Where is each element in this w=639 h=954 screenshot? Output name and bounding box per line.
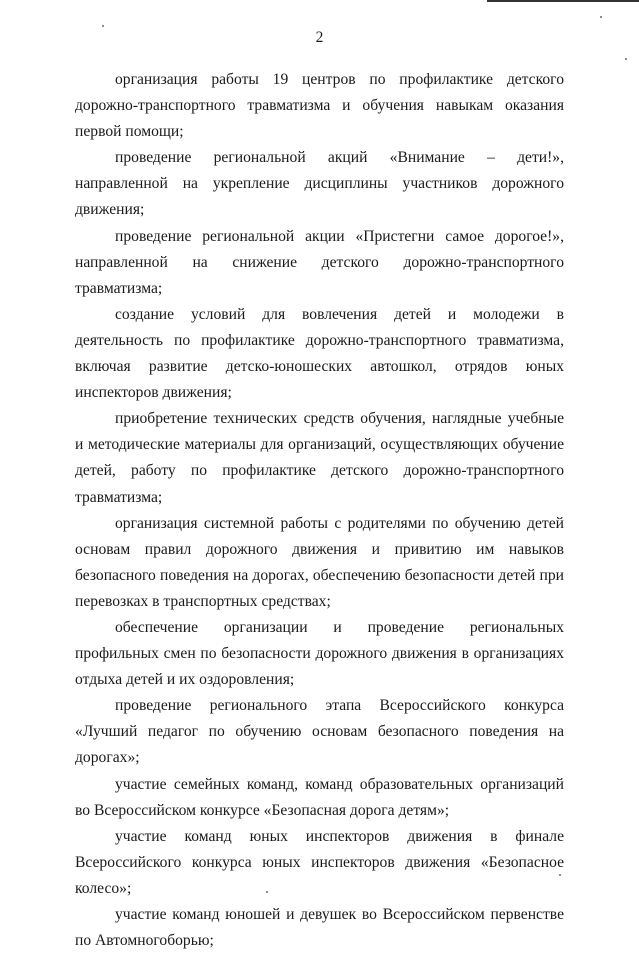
scan-speck — [266, 891, 268, 893]
paragraph-1: организация работы 19 центров по профилактике детского дорожно-транспортного травматизма и обучения навыкам оказания первой помощи; — [75, 71, 564, 141]
paragraph-6: организация системной работы с родителями по обучению детей основам правил дорожного движения и привитию им навыков безопасного поведения на дорогах, обеспечению безопасности детей при перевозках в транспортных средствах; — [75, 514, 564, 610]
paragraph-2: проведение региональной акций «Внимание – дети!», направленной на укрепление дисциплины участников дорожного движения; — [75, 149, 564, 219]
paragraph-8: проведение регионального этапа Всероссийского конкурса «Лучший педагог по обучению основам безопасного поведения на дорогах»; — [75, 697, 564, 767]
page-number: 2 — [315, 29, 324, 46]
paragraph-10: участие команд юных инспекторов движения в финале Всероссийского конкурса юных инспекторов движения «Безопасное колесо»; — [75, 827, 564, 897]
scan-speck — [625, 58, 627, 60]
body-text — [75, 67, 564, 954]
scan-speck — [102, 25, 104, 27]
paragraph-3: проведение региональной акции «Пристегни самое дорогое!», направленной на снижение детского дорожно-транспортного травматизма; — [75, 227, 564, 297]
scan-speck — [559, 874, 561, 876]
paragraph-5: приобретение технических средств обучения, наглядные учебные и методические материалы для организаций, осуществляющих обучение детей, работу по профилактике детского дорожно-транспортного травматизма; — [75, 410, 564, 506]
paragraph-4: создание условий для вовлечения детей и молодежи в деятельность по профилактике дорожно-транспортного травматизма, включая развитие детско-юношеских автошкол, отрядов юных инспекторов движения; — [75, 305, 564, 402]
paragraph-11: участие команд юношей и девушек во Всероссийском первенстве по Автомногоборью; — [75, 906, 564, 950]
top-border-line — [487, 0, 639, 2]
scan-speck — [600, 16, 602, 18]
paragraph-9: участие семейных команд, команд образовательных организаций во Всероссийском конкурсе «Безопасная дорога детям»; — [75, 775, 564, 819]
paragraph-7: обеспечение организации и проведение региональных профильных смен по безопасности дорожного движения в организациях отдыха детей и их оздоровления; — [75, 618, 564, 689]
